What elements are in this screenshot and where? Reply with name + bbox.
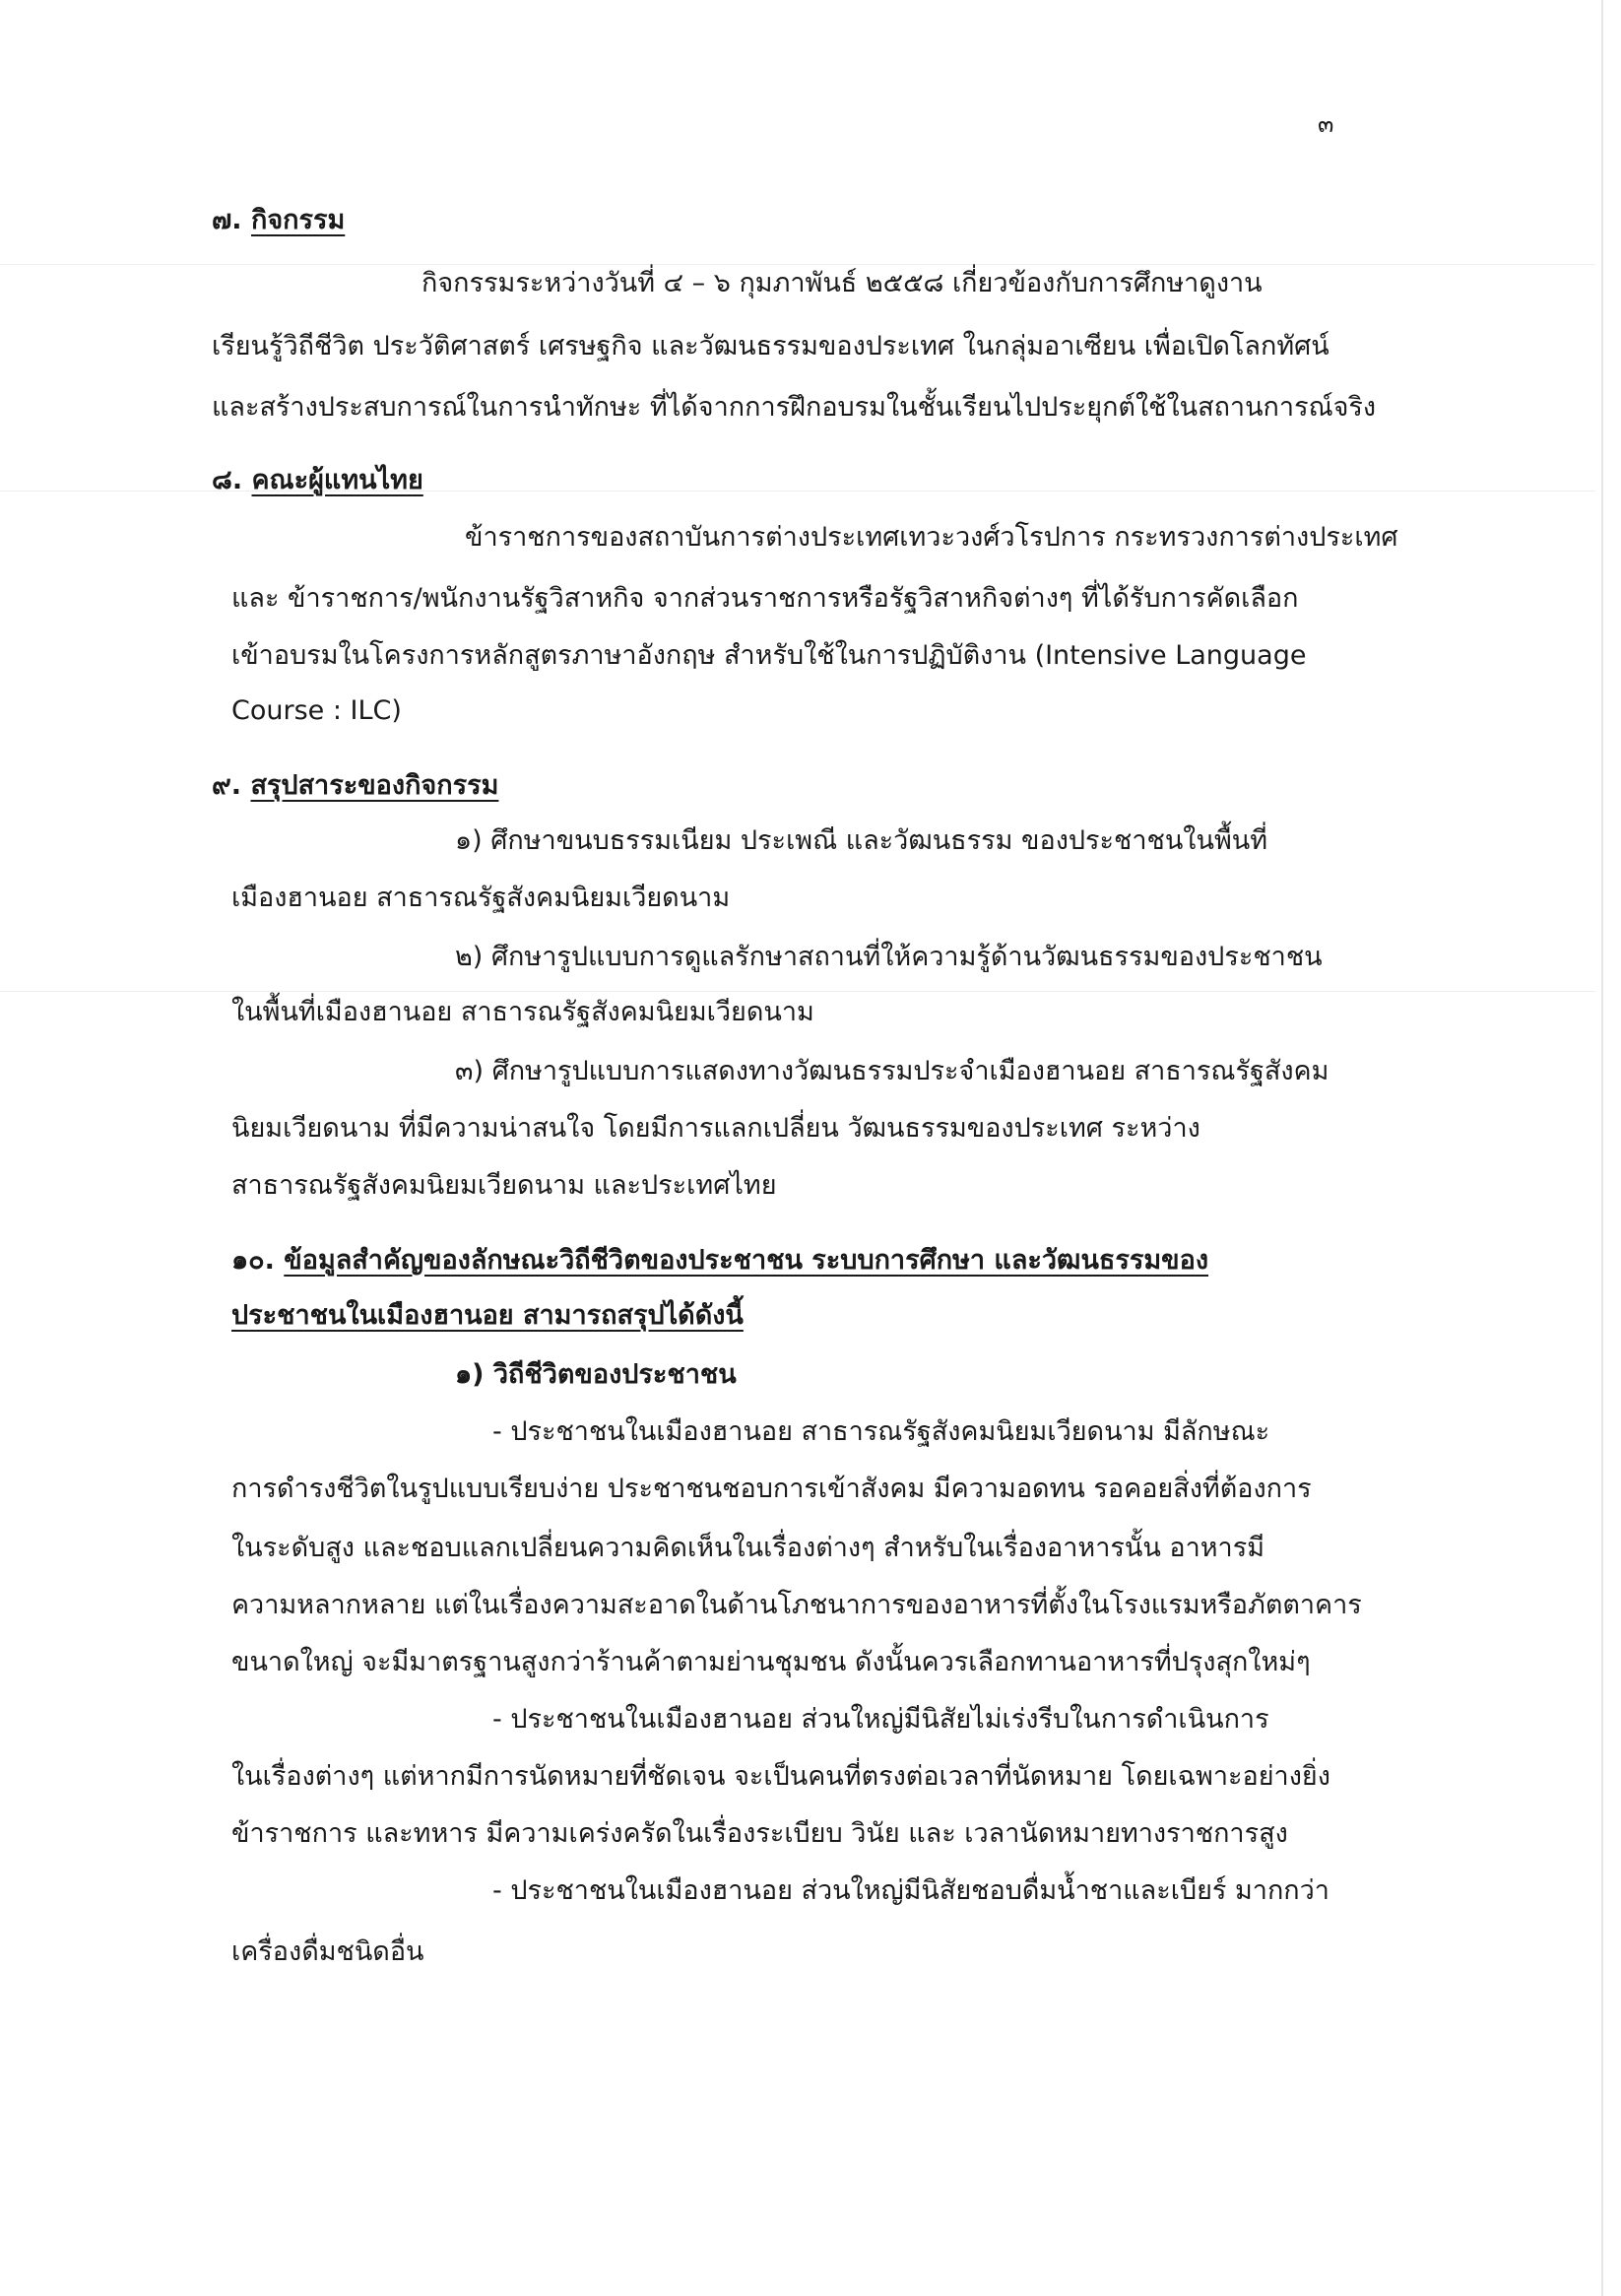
section-title: คณะผู้แทนไทย [251, 465, 423, 495]
paragraph-line: เครื่องดื่มชนิดอื่น [231, 1936, 424, 1967]
page-number: ๓ [1318, 110, 1334, 138]
paragraph-line: และสร้างประสบการณ์ในการนำทักษะ ที่ได้จากการฝึกอบรมในชั้นเรียนไปประยุกต์ใช้ในสถานการณ์จริง [212, 392, 1377, 423]
section-title-continued: ประชาชนในเมืองฮานอย สามารถสรุปได้ดังนี้ [231, 1300, 744, 1331]
section-title: กิจกรรม [250, 205, 346, 235]
paragraph-line: เข้าอบรมในโครงการหลักสูตรภาษาอังกฤษ สำหรับใช้ในการปฏิบัติงาน (Intensive Language [231, 640, 1307, 671]
paragraph-line: การดำรงชีวิตในรูปแบบเรียบง่าย ประชาชนชอบการเข้าสังคม มีความอดทน รอคอยสิ่งที่ต้องการ [231, 1474, 1312, 1504]
paragraph-line: และ ข้าราชการ/พนักงานรัฐวิสาหกิจ จากส่วนราชการหรือรัฐวิสาหกิจต่างๆ ที่ได้รับการคัดเลือก [231, 583, 1299, 614]
section-number: ๘. [212, 465, 243, 495]
list-item: ๓) ศึกษารูปแบบการแสดงทางวัฒนธรรมประจำเมืองฮานอย สาธารณรัฐสังคม [455, 1056, 1329, 1086]
section-7-heading [212, 201, 345, 240]
bullet-line: - ประชาชนในเมืองฮานอย ส่วนใหญ่มีนิสัยไม่เร่งรีบในการดำเนินการ [492, 1704, 1269, 1735]
paragraph-line: ในระดับสูง และชอบแลกเปลี่ยนความคิดเห็นในเรื่องต่างๆ สำหรับในเรื่องอาหารนั้น อาหารมี [231, 1533, 1264, 1563]
subheading: ๑) วิถีชีวิตของประชาชน [455, 1359, 737, 1390]
section-title: ข้อมูลสำคัญของลักษณะวิถีชีวิตของประชาชน ระบบการศึกษา และวัฒนธรรมของ [284, 1245, 1209, 1276]
paragraph-line: กิจกรรมระหว่างวันที่ ๔ – ๖ กุมภาพันธ์ ๒๕๕๘ เกี่ยวข้องกับการศึกษาดูงาน [421, 268, 1263, 298]
section-8-heading [212, 461, 423, 500]
paragraph-line: นิยมเวียดนาม ที่มีความน่าสนใจ โดยมีการแลกเปลี่ยน วัฒนธรรมของประเทศ ระหว่าง [231, 1113, 1200, 1144]
paragraph-line: เรียนรู้วิถีชีวิต ประวัติศาสตร์ เศรษฐกิจ และวัฒนธรรมของประเทศ ในกลุ่มอาเซียน เพื่อเปิดโลกทัศน์ [212, 331, 1329, 361]
paragraph-line: ความหลากหลาย แต่ในเรื่องความสะอาดในด้านโภชนาการของอาหารที่ตั้งในโรงแรมหรือภัตตาคาร [231, 1590, 1362, 1620]
section-number: ๗. [212, 205, 242, 235]
list-item: ๒) ศึกษารูปแบบการดูแลรักษาสถานที่ให้ความรู้ด้านวัฒนธรรมของประชาชน [455, 942, 1323, 972]
section-number: ๑๐. [231, 1245, 275, 1276]
paragraph-line: เมืองฮานอย สาธารณรัฐสังคมนิยมเวียดนาม [231, 883, 731, 913]
section-number: ๙. [212, 770, 242, 801]
bullet-line: - ประชาชนในเมืองฮานอย สาธารณรัฐสังคมนิยมเวียดนาม มีลักษณะ [492, 1416, 1270, 1447]
paragraph-line: ข้าราชการของสถาบันการต่างประเทศเทวะวงศ์วโรปการ กระทรวงการต่างประเทศ [465, 522, 1398, 553]
paragraph-line: Course : ILC) [231, 695, 402, 726]
paragraph-line: ข้าราชการ และทหาร มีความเคร่งครัดในเรื่องระเบียบ วินัย และ เวลานัดหมายทางราชการสูง [231, 1818, 1288, 1849]
paragraph-line: สาธารณรัฐสังคมนิยมเวียดนาม และประเทศไทย [231, 1170, 777, 1201]
section-9-heading [212, 766, 498, 806]
section-title: สรุปสาระของกิจกรรม [250, 770, 499, 801]
list-item: ๑) ศึกษาขนบธรรมเนียม ประเพณี และวัฒนธรรม ของประชาชนในพื้นที่ [455, 825, 1268, 856]
paragraph-line: ในพื้นที่เมืองฮานอย สาธารณรัฐสังคมนิยมเวียดนาม [231, 997, 814, 1027]
section-10-heading [231, 1241, 1208, 1280]
paragraph-line: ขนาดใหญ่ จะมีมาตรฐานสูงกว่าร้านค้าตามย่านชุมชน ดังนั้นควรเลือกทานอาหารที่ปรุงสุกใหม่ๆ [231, 1647, 1311, 1677]
bullet-line: - ประชาชนในเมืองฮานอย ส่วนใหญ่มีนิสัยชอบดื่มน้ำชาและเบียร์ มากกว่า [492, 1875, 1329, 1906]
paragraph-line: ในเรื่องต่างๆ แต่หากมีการนัดหมายที่ชัดเจน จะเป็นคนที่ตรงต่อเวลาที่นัดหมาย โดยเฉพาะอย่างยิ่ง [231, 1761, 1330, 1792]
